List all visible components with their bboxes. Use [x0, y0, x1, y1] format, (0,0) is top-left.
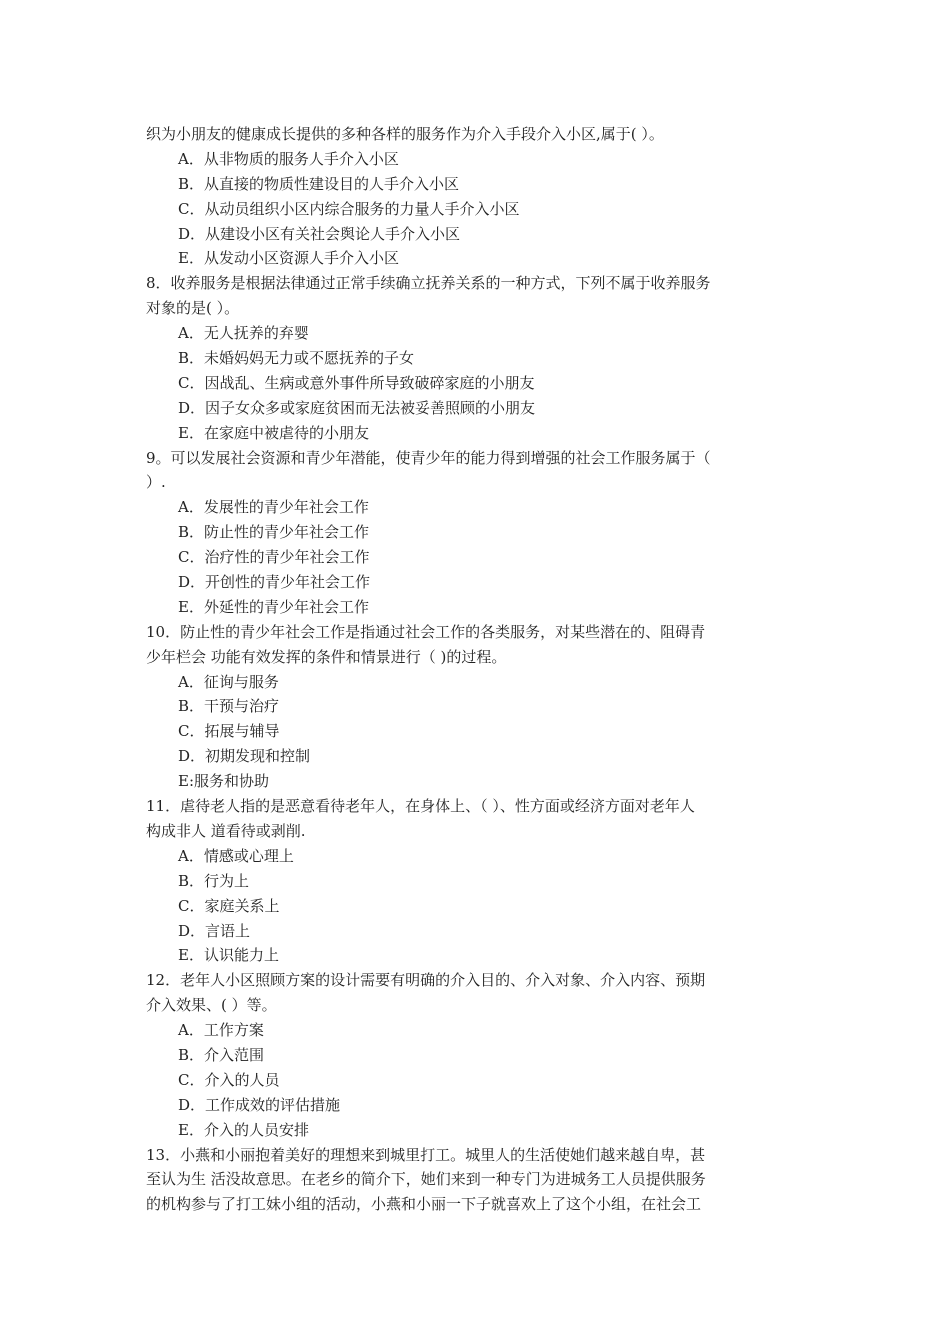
answer-option: A．无人抚养的弃婴	[178, 324, 309, 343]
answer-option: C．拓展与辅导	[178, 722, 280, 741]
question-text-line: 构成非人 道看待或剥削.	[146, 821, 306, 840]
answer-option: C．因战乱、生病或意外事件所导致破碎家庭的小朋友	[178, 373, 535, 392]
answer-option: A．征询与服务	[178, 672, 279, 691]
answer-option: A．发展性的青少年社会工作	[178, 498, 369, 517]
question-text-line: 对象的是( ）。	[146, 299, 240, 318]
answer-option: A．情感或心理上	[178, 846, 294, 865]
answer-option: E．在家庭中被虐待的小朋友	[178, 423, 369, 442]
question-text-line: 11．虐待老人指的是恶意看待老年人，在身体上、（ ）、性方面或经济方面对老年人	[146, 797, 695, 816]
answer-option: B．从直接的物质性建设目的人手介入小区	[178, 174, 460, 193]
answer-option: E．外延性的青少年社会工作	[178, 597, 369, 616]
answer-option: C．家庭关系上	[178, 896, 280, 915]
question-text-line: ）.	[146, 473, 166, 492]
document-body	[146, 122, 776, 1217]
question-text-line: 介入效果、( ）等。	[146, 996, 277, 1015]
question-text-line: 至认为生 活没故意思。在老乡的简介下，她们来到一种专门为进城务工人员提供服务	[146, 1170, 706, 1189]
answer-option: B．干预与治疗	[178, 697, 280, 716]
question-text-line: 13．小燕和小丽抱着美好的理想来到城里打工。城里人的生活使她们越来越自卑，甚	[146, 1145, 706, 1164]
answer-option: E:服务和协助	[178, 772, 270, 791]
answer-option: D．初期发现和控制	[178, 747, 311, 766]
answer-option: D．言语上	[178, 921, 251, 940]
answer-option: B．未婚妈妈无力或不愿抚养的子女	[178, 349, 415, 368]
answer-option: C．治疗性的青少年社会工作	[178, 548, 370, 567]
answer-option: B．防止性的青少年社会工作	[178, 523, 370, 542]
answer-option: E．从发动小区资源人手介入小区	[178, 249, 399, 268]
answer-option: E．介入的人员安排	[178, 1120, 309, 1139]
answer-option: E．认识能力上	[178, 946, 279, 965]
answer-option: D．从建设小区有关社会舆论人手介入小区	[178, 224, 461, 243]
question-text-line: 9。可以发展社会资源和青少年潜能，使青少年的能力得到增强的社会工作服务属于（	[146, 448, 711, 467]
answer-option: D．工作成效的评估措施	[178, 1095, 341, 1114]
answer-option: B．行为上	[178, 871, 250, 890]
question-text-line: 10．防止性的青少年社会工作是指通过社会工作的各类服务，对某些潜在的、阻碍青	[146, 622, 706, 641]
answer-option: A．从非物质的服务人手介入小区	[178, 149, 399, 168]
answer-option: C．介入的人员	[178, 1070, 280, 1089]
answer-option: A．工作方案	[178, 1021, 264, 1040]
question-text-line: 织为小朋友的健康成长提供的多种各样的服务作为介入手段介入小区,属于( ）。	[146, 125, 664, 143]
answer-option: C．从动员组织小区内综合服务的力量人手介入小区	[178, 199, 520, 218]
question-text-line: 12．老年人小区照顾方案的设计需要有明确的介入目的、介入对象、介入内容、预期	[146, 971, 706, 990]
question-text-line: 的机构参与了打工妹小组的活动，小燕和小丽一下子就喜欢上了这个小组，在社会工	[146, 1195, 702, 1214]
question-text-line: 8．收养服务是根据法律通过正常手续确立抚养关系的一种方式，下列不属于收养服务	[146, 274, 711, 293]
answer-option: D．因子女众多或家庭贫困而无法被妥善照顾的小朋友	[178, 398, 536, 417]
answer-option: B．介入范围	[178, 1045, 265, 1064]
question-text-line: 少年栏会 功能有效发挥的条件和情景进行（ )的过程。	[146, 647, 507, 666]
answer-option: D．开创性的青少年社会工作	[178, 573, 371, 592]
